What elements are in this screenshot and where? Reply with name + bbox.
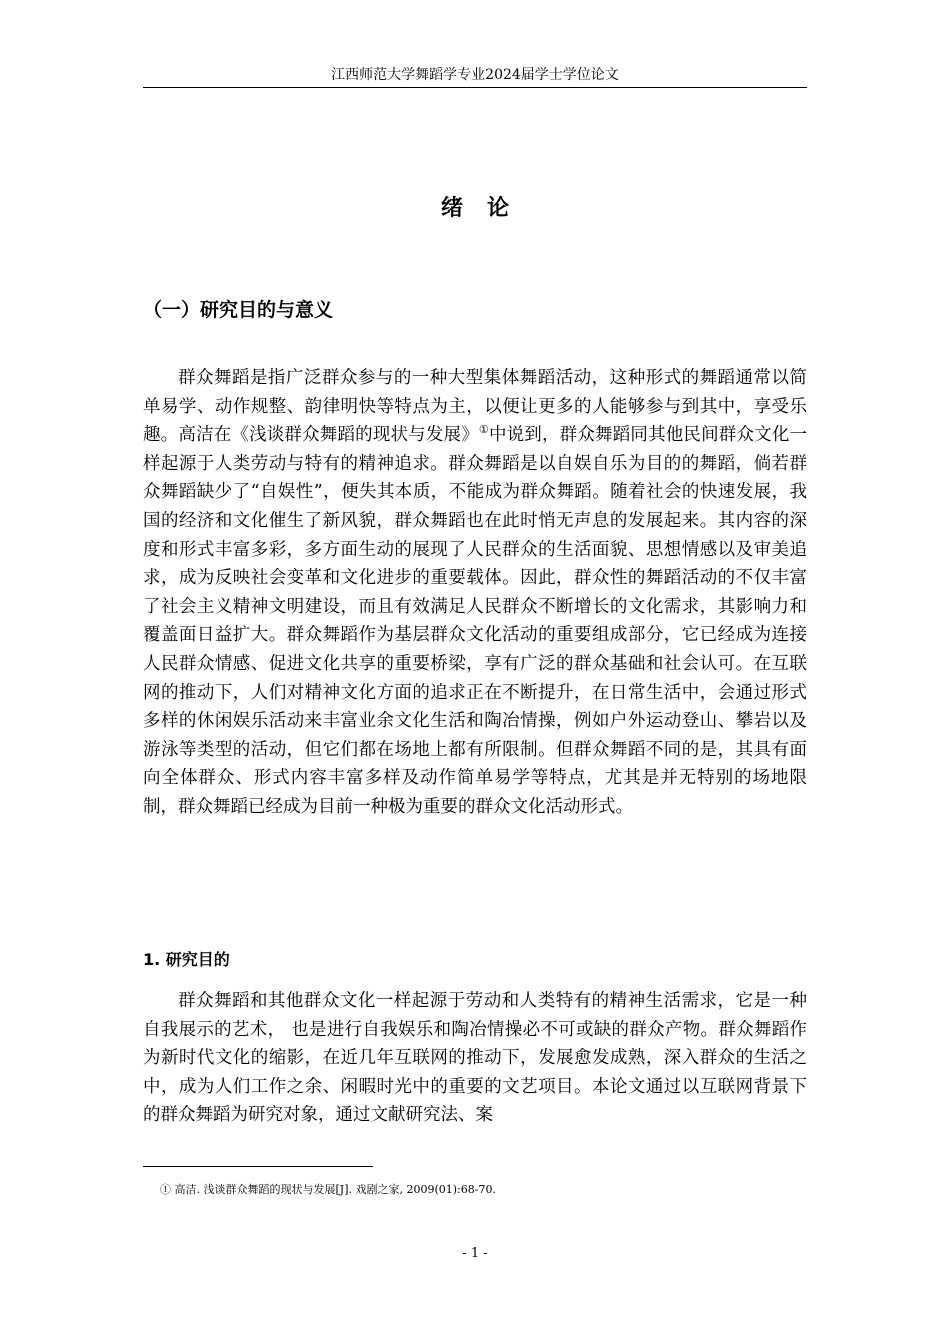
footnote-reference[interactable]: ① xyxy=(478,423,489,437)
header-divider xyxy=(143,87,807,88)
body-paragraph-1 xyxy=(143,364,807,822)
subsection-heading: 1. 研究目的 xyxy=(143,950,230,969)
body-paragraph-2: 群众舞蹈和其他群众文化一样起源于劳动和人类特有的精神生活需求，它是一种自我展示的艺术， 也是进行自我娱乐和陶冶情操必不可或缺的群众产物。群众舞蹈作为新时代文化的缩影，在近几年互联网的推动下，发展愈发成熟，深入群众的生活之中，成为人们工作之余、闲暇时光中的重要的文艺项目。本论文通过以互联网背景下的群众舞蹈为研究对象，通过文献研究法、案 xyxy=(143,991,807,1126)
paragraph-1-text-b: 中说到，群众舞蹈同其他民间群众文化一样起源于人类劳动与特有的精神追求。群众舞蹈是以自娱自乐为目的的舞蹈，倘若群众舞蹈缺少了“自娱性”，便失其本质，不能成为群众舞蹈。随着社会的快速发展，我国的经济和文化催生了新风貌，群众舞蹈也在此时悄无声息的发展起来。其内容的深度和形式丰富多彩，多方面生动的展现了人民群众的生活面貌、思想情感以及审美追求，成为反映社会变革和文化进步的重要载体。因此，群众性的舞蹈活动的不仅丰富了社会主义精神文明建设，而且有效满足人民群众不断增长的文化需求，其影响力和覆盖面日益扩大。群众舞蹈作为基层群众文化活动的重要组成部分，它已经成为连接人民群众情感、促进文化共享的重要桥梁，享有广泛的群众基础和社会认可。在互联网的推动下，人们对精神文化方面的追求正在不断提升，在日常生活中，会通过形式多样的休闲娱乐活动来丰富业余文化生活和陶冶情操，例如户外运动登山、攀岩以及游泳等类型的活动，但它们都在场地上都有所限制。但群众舞蹈不同的是，其具有面向全体群众、形式内容丰富多样及动作简单易学等特点，尤其是并无特别的场地限制，群众舞蹈已经成为目前一种极为重要的群众文化活动形式。 xyxy=(143,425,807,817)
footnote-divider xyxy=(143,1166,373,1167)
paragraph-1-text-a: 群众舞蹈是指广泛群众参与的一种大型集体舞蹈活动，这种形式的舞蹈通常以简单易学、动作规整、韵律明快等特点为主，以便让更多的人能够参与到其中，享受乐趣。高洁在《浅谈群众舞蹈的现状与发展》 xyxy=(143,368,807,446)
section-heading: （一）研究目的与意义 xyxy=(143,299,334,321)
page-number: - 1 - xyxy=(462,1246,488,1261)
chapter-title: 绪论 xyxy=(440,196,533,221)
footnote: ① 高洁. 浅谈群众舞蹈的现状与发展[J]. 戏剧之家, 2009(01):68-70. xyxy=(160,1183,496,1196)
running-header: 江西师范大学舞蹈学专业2024届学士学位论文 xyxy=(331,67,619,83)
